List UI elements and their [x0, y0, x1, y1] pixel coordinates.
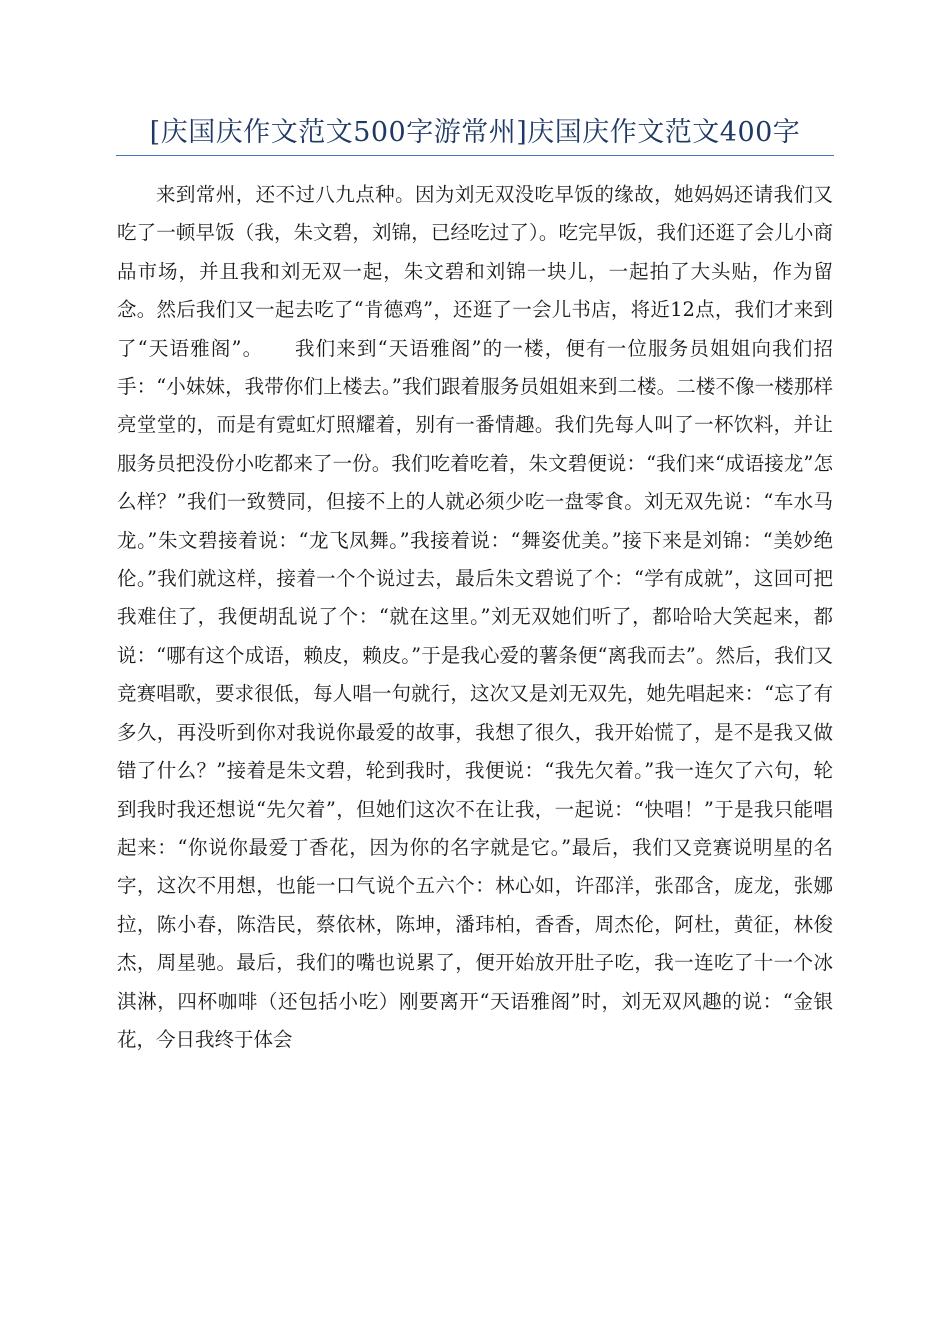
title-underline [116, 155, 834, 156]
document-title: [庆国庆作文范文500字游常州]庆国庆作文范文400字 [149, 117, 801, 148]
body-paragraph: 来到常州，还不过八九点种。因为刘无双没吃早饭的缘故，她妈妈还请我们又吃了一顿早饭（我，朱文碧，刘锦，已经吃过了）。吃完早饭，我们还逛了会儿小商品市场，并且我和刘无双一起，朱文碧和刘锦一块儿，一起拍了大头贴，作为留念。然后我们又一起去吃了“肯德鸡”，还逛了一会儿书店，将近12点，我们才来到了“天语雅阁”。 我们来到“天语雅阁”的一楼，便有一位服务员姐姐向我们招手：“小妹妹，我带你们上楼去。”我们跟着服务员姐姐来到二楼。二楼不像一楼那样亮堂堂的，而是有霓虹灯照耀着，别有一番情趣。我们先每人叫了一杯饮料，并让服务员把没份小吃都来了一份。我们吃着吃着，朱文碧便说：“我们来“成语接龙”怎么样？”我们一致赞同，但接不上的人就必须少吃一盘零食。刘无双先说：“车水马龙。”朱文碧接着说：“龙飞凤舞。”我接着说：“舞姿优美。”接下来是刘锦：“美妙绝伦。”我们就这样，接着一个个说过去，最后朱文碧说了个：“学有成就”，这回可把我难住了，我便胡乱说了个：“就在这里。”刘无双她们听了，都哈哈大笑起来，都说：“哪有这个成语，赖皮，赖皮。”于是我心爱的薯条便“离我而去”。然后，我们又竞赛唱歌，要求很低，每人唱一句就行，这次又是刘无双先，她先唱起来：“忘了有多久，再没听到你对我说你最爱的故事，我想了很久，我开始慌了，是不是我又做错了什么？”接着是朱文碧，轮到我时，我便说：“我先欠着。”我一连欠了六句，轮到我时我还想说“先欠着”，但她们这次不在让我，一起说：“快唱！”于是我只能唱起来：“你说你最爱丁香花，因为你的名字就是它。”最后，我们又竞赛说明星的名字，这次不用想，也能一口气说个五六个：林心如，许邵洋，张邵含，庞龙，张娜拉，陈小春，陈浩民，蔡依林，陈坤，潘玮柏，香香，周杰伦，阿杜，黄征，林俊杰，周星驰。最后，我们的嘴也说累了，便开始放开肚子吃，我一连吃了十一个冰淇淋，四杯咖啡（还包括小吃）刚要离开“天语雅阁”时，刘无双风趣的说：“金银花，今日我终于体会 [117, 183, 833, 1051]
